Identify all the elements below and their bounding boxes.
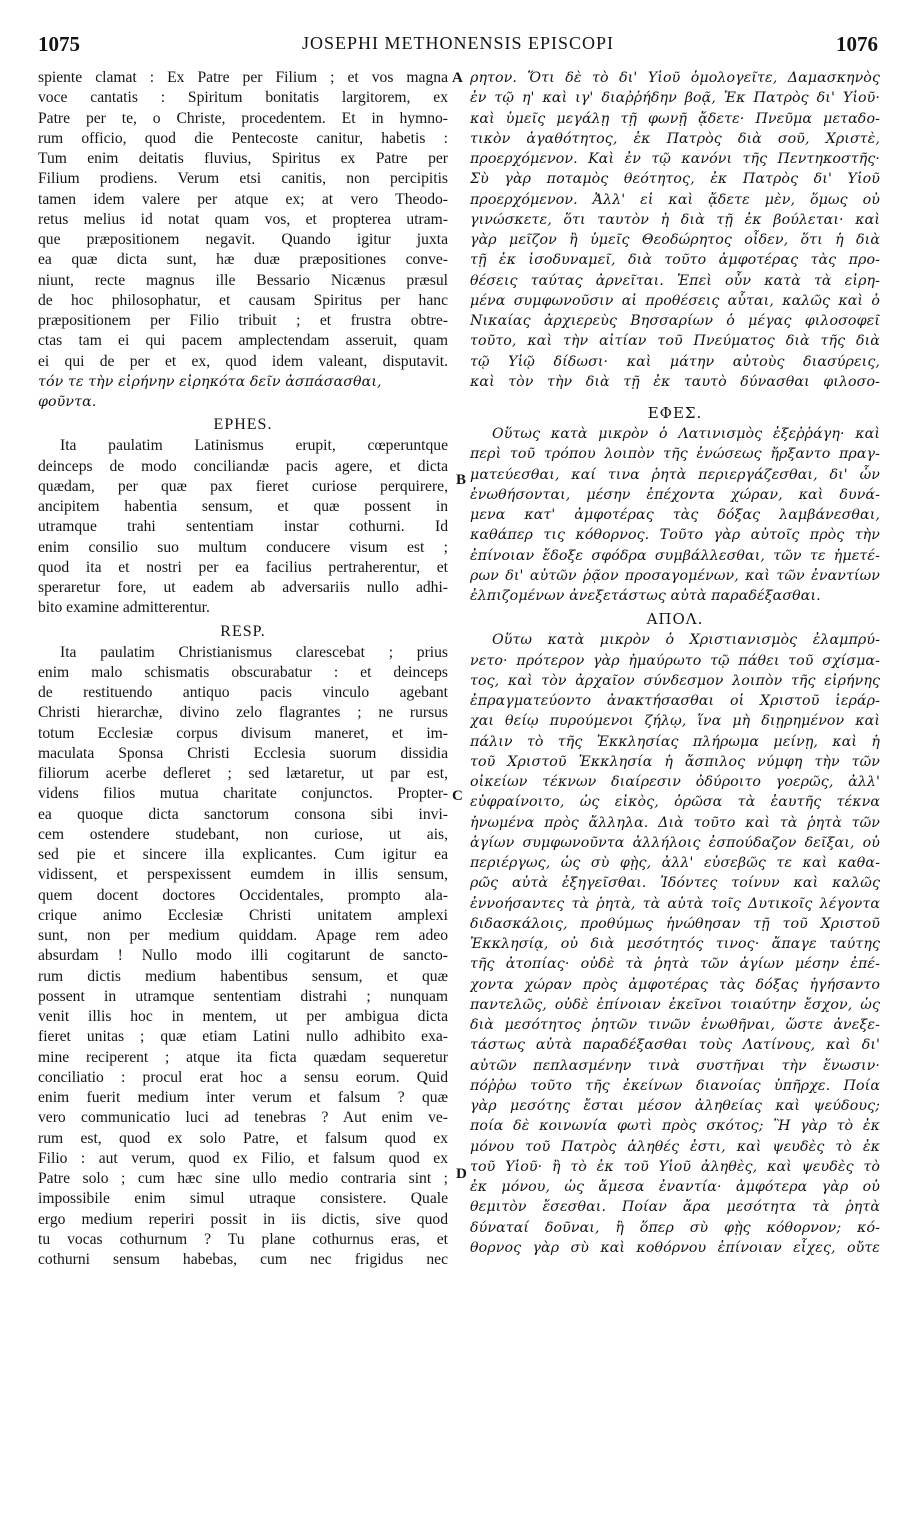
text-line: deinceps de modo conciliandæ pacis agere, et dicta bbox=[38, 457, 448, 475]
text-line: ea quoque dicta sanctorum consona sibi invi- bbox=[38, 805, 448, 823]
text-line: possent in utramque sententiam distrahi ; nunquam bbox=[38, 987, 448, 1005]
text-line: Ἐκκλησίᾳ, οὐ διὰ μεσότητός τινος· ἄπαγε ταύτης bbox=[470, 936, 880, 952]
text-line: θεμιτὸν ἔσεσθαι. Ποίαν ἄρα μεσότητα τὰ ῥητὰ bbox=[470, 1199, 880, 1216]
latin-resp-heading: RESP. bbox=[220, 622, 266, 640]
text-line: αὐτῶν πεπλασμένην τινὰ συστῆναι τὴν ἕνωσιν· bbox=[470, 1057, 880, 1074]
text-line: Patre per te, o Christe, procedentem. Et in hymno- bbox=[38, 109, 448, 127]
text-line: δύναταί δοῦναι, ἢ ὅπερ σὺ φῂς κόθορνον; κό- bbox=[470, 1219, 880, 1236]
text-line: voce cantatis : Spiritum bonitatis largitorem, ex bbox=[38, 89, 448, 107]
margin-marker-c: C bbox=[452, 788, 463, 804]
text-line: præpositionem per Filio tribuit ; et frustra obtre- bbox=[38, 312, 448, 329]
text-line: οἰκείων τέκνων διαίρεσιν ὀδύροιτο γοερῶς, ἀλλ' bbox=[470, 774, 880, 790]
text-line: ancipitem habentia sensum, et quæ possent in bbox=[38, 498, 448, 515]
text-line: τῷ Υἱῷ δίδωσι· καὶ μάτην αὐτοὺς διασύρεις, bbox=[470, 353, 880, 370]
text-line: tamen idem valere per atque ex; at vero Theodo- bbox=[38, 190, 448, 208]
text-line: cothurni sensum habebas, cum nec frigidus nec bbox=[38, 1251, 448, 1268]
text-line: ἐλπιζομένων ἀνεξετάστως αὐτὰ παραδέξασθαι. bbox=[470, 588, 821, 604]
text-line: τῇ ἐκ ἰσοδυναμεῖ, διὰ τοῦτο ἀμφοτέρας τὰς προ- bbox=[470, 252, 880, 269]
text-line: τῆς ἀτοπίας· οὐδὲ τὰ ῥητὰ τῶν ἁγίων μέσην ἐπέ- bbox=[470, 956, 880, 973]
margin-marker-b: B bbox=[456, 472, 467, 488]
text-line: καθάπερ τις κόθορνος. Τοῦτο γὰρ αὐτοῖς πρὸς τὴν bbox=[470, 527, 880, 544]
text-line: τάστως αὐτὰ παραδέξασθαι τοὺς Λατίνους, καὶ δι' bbox=[470, 1037, 880, 1054]
text-line: Filium prodiens. Verum etsi canitis, non percipitis bbox=[38, 170, 448, 188]
text-line: Ita paulatim Latinismus erupit, cœperuntque bbox=[60, 437, 448, 455]
text-line: τικὸν ἀγαθότητος, ἐκ Πατρὸς διὰ σοῦ, Χριστὲ, bbox=[470, 130, 880, 147]
text-line: προερχόμενον. Ἀλλ' εἰ καὶ ᾄδετε μὲν, ὅμως οὐ bbox=[470, 191, 880, 208]
text-line: νετο· πρότερον γὰρ ἠμαύρωτο τῷ πάθει τοῦ σχίσμα- bbox=[470, 652, 880, 669]
text-line: ἐν τῷ η' καὶ ιγ' διαῤῥήδην βοᾷ, Ἐκ Πατρὸς δι' Υἱοῦ· bbox=[470, 90, 880, 107]
running-title: JOSEPHI METHONENSIS EPISCOPI bbox=[301, 33, 615, 53]
text-line: quod ita et nostri per ea facilius pertraherentur, et bbox=[38, 558, 448, 576]
text-line: ἐπραγματεύοντο ἀνακτήσασθαι οἱ Χριστοῦ ἱεράρ- bbox=[470, 693, 880, 709]
text-line: vidissent, et perspexissent eumdem in illis sensum, bbox=[38, 866, 448, 884]
text-line: Οὕτω κατὰ μικρὸν ὁ Χριστιανισμὸς ἐλαμπρύ- bbox=[492, 632, 880, 649]
greek-resp-paragraph bbox=[470, 630, 880, 1258]
text-line: τοῦτο, καὶ τὴν αἰτίαν τοῦ Πνεύματος διὰ τῆς διὰ bbox=[470, 333, 880, 350]
text-line: ματεύεσθαι, καί τινα ῥητὰ περιεργάζεσθαι, δι' ὧν bbox=[470, 466, 880, 483]
text-line: Οὕτως κατὰ μικρὸν ὁ Λατινισμὸς ἐξεῤῥάγη· καὶ bbox=[492, 426, 880, 442]
text-line: ctas tam ei qui pacem amplectendam asseruit, quam bbox=[38, 332, 448, 350]
text-line: διὰ μεσότητος ῥητῶν τινῶν ἑνωθῆναι, ὥστε ἀνεξε- bbox=[470, 1017, 880, 1033]
page-number-left: 1075 bbox=[38, 32, 80, 56]
latin-intro-paragraph bbox=[38, 68, 448, 372]
text-line: venit illis hoc in mentem, ut per ambigua dicta bbox=[38, 1008, 448, 1025]
text-line: καὶ τὸν τὴν διὰ τῇ ἐκ ταυτὸ δύνασθαι φιλοσο- bbox=[470, 373, 880, 390]
text-line: enim malo schismatis obscurabatur : et deinceps bbox=[38, 663, 448, 681]
text-line: προερχόμενον. Καὶ ἐν τῷ κανόνι τῆς Πεντηκοστῆς· bbox=[470, 151, 880, 167]
text-line: Christi hierarchæ, divino zelo flagrantes ; ne rursus bbox=[38, 704, 448, 722]
text-line: γὰρ μεῖζον ἢ ὑμεῖς Θεοδώρητος οἶδεν, ὅτι ἡ διὰ bbox=[470, 232, 880, 248]
text-line: θέσεις ταύτας ἀρνεῖται. Ἐπεὶ οὖν κατὰ τὰ εἰρη- bbox=[470, 272, 880, 289]
text-line: ρῶς αὐτὰ ἐξηγεῖσθαι. Ἰδόντες τοίνυν καὶ καλῶς bbox=[470, 875, 880, 892]
text-line: cem ostendere studebant, non curiose, ut ais, bbox=[38, 825, 448, 843]
latin-ephes-heading: EPHES. bbox=[213, 416, 273, 434]
text-line: Νικαίας ἀρχιερεὺς Βησσαρίων ὁ μέγας φιλοσοφεῖ bbox=[470, 313, 880, 329]
text-line: θορνος γὰρ σὺ καὶ κοθόρνου ἐπίνοιαν εἶχες, οὔτε bbox=[470, 1239, 880, 1256]
text-line: γὰρ μεσότης ἔσται μέσον ἀληθείας καὶ ψεύδους; bbox=[470, 1098, 880, 1114]
text-line: impossibile enim simul utraque consistere. Quale bbox=[38, 1190, 448, 1208]
text-line: Filio : aut verum, quod ex Filio, et falsum quod ex bbox=[38, 1149, 448, 1167]
text-line: ἡνωμένα πρὸς ἄλληλα. Διὰ τοῦτο καὶ τὰ ῥητὰ τῶν bbox=[470, 814, 880, 831]
text-line: ei qui de per et ex, quod idem valeant, disputavit. bbox=[38, 352, 448, 370]
text-line: ergo medium reperiri possit in iis dictis, sive quod bbox=[38, 1210, 448, 1228]
text-line: de restituendo antiquo pacis vinculo agebant bbox=[38, 684, 448, 701]
text-line: filiorum acerbe defleret ; sed lætaretur, ut par est, bbox=[38, 765, 448, 782]
text-line: ἐννοήσαντες τὰ ῥητὰ, τὰ αὐτὰ τοῖς Δυτικοῖς λέγοντα bbox=[470, 895, 880, 912]
text-line: ea quæ dicta sunt, hæ duæ præpositiones conve- bbox=[38, 251, 448, 269]
text-line: Patre solo ; cum hæc sine ullo medio contraria sint ; bbox=[38, 1170, 448, 1187]
text-line: rum dictis medium habentibus sensum, et quæ bbox=[38, 967, 448, 985]
text-line: καὶ ὑμεῖς μεγάλῃ τῇ φωνῇ ᾄδετε· Πνεῦμα μεταδο- bbox=[470, 110, 880, 127]
text-line: χαι θείῳ πυρούμενοι ζήλῳ, ἵνα μὴ διῃρημένον καὶ bbox=[470, 713, 880, 730]
text-line: πάλιν τὸ τῆς Ἐκκλησίας πλήρωμα μείνῃ, καὶ ἡ bbox=[470, 733, 880, 750]
text-line: de hoc philosophatur, et causam Spiritus per hanc bbox=[38, 291, 448, 309]
text-line: τοῦ Υἱοῦ· ἢ τὸ ἐκ τοῦ Υἱοῦ ἀληθὲς, καὶ ψευδὲς τὸ bbox=[470, 1158, 880, 1175]
page-header bbox=[38, 32, 878, 56]
text-line: rum est, quod ex solo Patre, et falsum quod ex bbox=[38, 1129, 448, 1147]
text-line: retus melius id notat quam vos, et propterea utram- bbox=[38, 210, 448, 228]
text-line: παντελῶς, οὐδὲ ἐπίνοιαν ἐκεῖνοι τοιαύτην ἔσχον, ὡς bbox=[470, 996, 880, 1013]
text-line: γινώσκετε, ὅτι ταυτὸν ἡ διὰ τῇ ἐκ βούλεται· καὶ bbox=[470, 211, 880, 228]
text-line: rum officio, quod die Pentecoste canitur, habetis : bbox=[38, 129, 448, 147]
text-line: sunt, non per medium quiddam. Apage rem adeo bbox=[38, 927, 448, 944]
text-line: διδασκάλοις, προθύμως ἡνώθησαν τῇ τοῦ Χριστοῦ bbox=[470, 915, 880, 932]
text-line: maculata Sponsa Christi Ecclesia suorum dissidia bbox=[38, 744, 448, 762]
margin-marker-a: A bbox=[452, 70, 463, 86]
text-line: crique animo Ecclesiæ Christi unitatem amplexi bbox=[38, 906, 448, 924]
text-line: enim fuerit medium inter verum et falsum ? quæ bbox=[38, 1089, 448, 1106]
text-line: ρητον. Ὅτι δὲ τὸ δι' Υἱοῦ ὁμολογεῖτε, Δαμασκηνὸς bbox=[470, 70, 880, 86]
text-line: ἐκ μόνου, ὡς ἄμεσα ἐναντία· ἀμφότερα γὰρ οὐ bbox=[470, 1179, 880, 1195]
text-line: utramque trahi sententiam instar cothurni. Id bbox=[38, 518, 448, 536]
greek-column bbox=[470, 68, 880, 1258]
text-line: τος, καὶ τὸν ἀρχαῖον σύνδεσμον λοιπὸν τῆς εἰρήνης bbox=[470, 672, 880, 689]
greek-resp-heading: ΑΠΟΛ. bbox=[646, 610, 704, 629]
page-number-right: 1076 bbox=[836, 32, 878, 56]
text-line: ἁγίων συμφωνοῦντα ἀλλήλοις ἐσπούδαζον δεῖξαι, οὐ bbox=[470, 834, 880, 851]
margin-marker-d: D bbox=[456, 1166, 467, 1182]
text-line: ρων δι' αὐτῶν ῥᾷον προσαγομένων, καὶ τῶν ἐναντίων bbox=[470, 567, 880, 584]
text-line: totum Ecclesiæ corpus divisum maneret, et im- bbox=[38, 724, 448, 742]
latin-resp-paragraph bbox=[38, 643, 448, 1271]
text-line: vero communicatio luci ad tenebras ? Aut enim ve- bbox=[38, 1109, 448, 1127]
text-line: τοῦ Χριστοῦ Ἐκκλησία ἡ ἄσπιλος νύμφη τὴν τῶν bbox=[470, 753, 880, 770]
text-line: μενα κατ' ἀμφοτέρας τὰς δόξας λαμβάνεσθαι, bbox=[470, 507, 880, 523]
text-line: quem docent doctores Occidentales, prompto ala- bbox=[38, 886, 448, 904]
text-line: πόῤῥω τοῦτο τῆς ἐκείνων διανοίας ὑπῆρχε. Ποία bbox=[470, 1077, 880, 1094]
text-line: μόνου τοῦ Πατρὸς ἀληθές ἐστι, καὶ ψευδὲς τὸ ἐκ bbox=[470, 1138, 880, 1155]
greek-ephes-paragraph bbox=[470, 424, 880, 606]
text-line: mine reciperent ; atque ita ficta quædam sequeretur bbox=[38, 1048, 448, 1066]
text-line: εὐφραίνοιτο, ὡς εἰκὸς, ὁρῶσα τὰ ἑαυτῆς τέκνα bbox=[470, 794, 880, 811]
greek-intro-paragraph bbox=[470, 68, 880, 392]
text-line: niunt, recte magnus ille Bessario Nicænus præsul bbox=[38, 271, 448, 289]
text-line: χοντα χώραν πρὸς ἀμφοτέρας τὰς δόξας ἡγήσαντο bbox=[470, 976, 880, 993]
latin-column bbox=[38, 68, 448, 1270]
text-line: ἑνωθήσονται, μέσην ἐπέχοντα χώραν, καὶ δυνά- bbox=[470, 486, 880, 503]
greek-overflow-line: τόν τε τὴν εἰρήνην εἰρηκότα δεῖν ἀσπάσασθαι, bbox=[38, 373, 382, 390]
text-line: Tum enim deitatis fluvius, Spiritus ex Patre per bbox=[38, 150, 448, 167]
greek-overflow-line-2: φοῦντα. bbox=[38, 394, 97, 410]
text-line: ποία δὲ κοινωνία φωτὶ πρὸς σκότος; Ἢ γὰρ τὸ ἐκ bbox=[470, 1118, 880, 1135]
text-line: Ita paulatim Christianismus clarescebat ; prius bbox=[60, 643, 448, 661]
text-line: enim consilio suo multum conducere visum est ; bbox=[38, 538, 448, 556]
text-line: fieret unitas ; quæ etiam Latini nullo adhibito exa- bbox=[38, 1028, 448, 1046]
text-line: bito examine admitterentur. bbox=[38, 599, 210, 617]
text-line: speraretur fore, ut eadem ab adversariis nullo adhi- bbox=[38, 579, 448, 596]
text-line: περὶ τοῦ τρόπου λοιπὸν τῆς ἑνώσεως ἤρξαντο πραγ- bbox=[470, 446, 880, 463]
text-line: περιέργως, ὡς σὺ φῂς, ἀλλ' εὐσεβῶς τε καὶ καθα- bbox=[470, 855, 880, 871]
text-line: ἐπίνοιαν ἔδοξε σφόδρα συμβάλλεσθαι, τῶν τε ἡμετέ- bbox=[470, 547, 880, 564]
text-line: μένα συμφωνοῦσιν αἱ προθέσεις αὗται, καλῶς καὶ ὁ bbox=[470, 292, 880, 309]
text-line: videns filios mutua charitate conjunctos. Propter- bbox=[38, 785, 448, 803]
text-line: Σὺ γὰρ ποταμὸς θεότητος, ἐκ Πατρὸς δι' Υἱοῦ bbox=[470, 171, 880, 188]
text-line: quædam, per quæ pax fieret curiose perquirere, bbox=[38, 477, 448, 495]
text-line: absurdam ! Nullo modo illi cogitarunt de sancto- bbox=[38, 947, 448, 965]
text-line: sed pie et sincere illa explicantes. Cum igitur ea bbox=[38, 846, 448, 863]
greek-ephes-heading: ΕΦΕΣ. bbox=[647, 404, 703, 422]
text-line: que præpositionem negavit. Quando igitur juxta bbox=[38, 231, 448, 248]
latin-ephes-paragraph bbox=[38, 436, 448, 618]
text-line: conciliatio : procul erat hoc a sensu eorum. Quid bbox=[38, 1068, 448, 1086]
text-line: spiente clamat : Ex Patre per Filium ; et vos magna bbox=[38, 69, 448, 86]
text-line: tu vocas cothurnum ? Tu plane cothurnus eras, et bbox=[38, 1230, 448, 1248]
